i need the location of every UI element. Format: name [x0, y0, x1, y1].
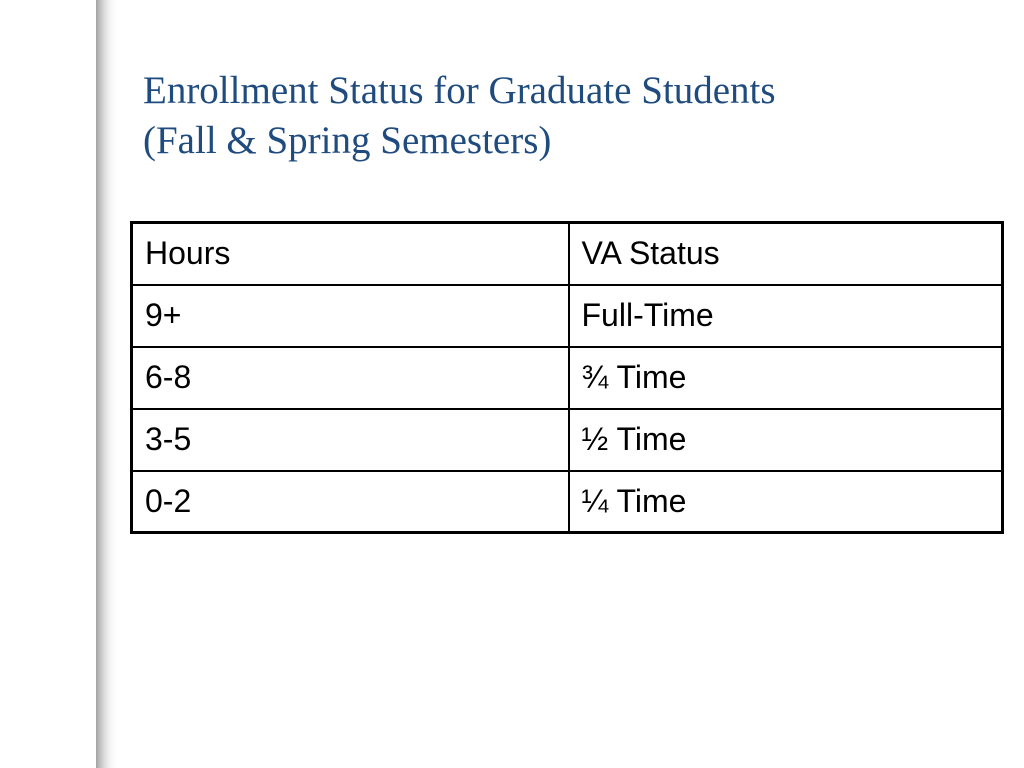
- cell-hours: 6-8: [132, 347, 569, 409]
- slide-title-line-2: (Fall & Spring Semesters): [143, 119, 552, 162]
- table-row: [132, 409, 1003, 471]
- decorative-stripe-bar: [0, 0, 118, 768]
- cell-hours: 3-5: [132, 409, 569, 471]
- cell-hours: 9+: [132, 285, 569, 347]
- table-row: [132, 285, 1003, 347]
- cell-hours: 0-2: [132, 471, 569, 533]
- slide-title: [143, 66, 776, 166]
- table-row: [132, 471, 1003, 533]
- header-va-status: VA Status: [569, 223, 1003, 285]
- cell-va-status: Full-Time: [569, 285, 1003, 347]
- enrollment-status-table: [130, 221, 1004, 534]
- cell-va-status: ¾ Time: [569, 347, 1003, 409]
- table-row: [132, 347, 1003, 409]
- table-header-row: [132, 223, 1003, 285]
- slide-title-line-1: Enrollment Status for Graduate Students: [143, 69, 776, 112]
- cell-va-status: ¼ Time: [569, 471, 1003, 533]
- cell-va-status: ½ Time: [569, 409, 1003, 471]
- header-hours: Hours: [132, 223, 569, 285]
